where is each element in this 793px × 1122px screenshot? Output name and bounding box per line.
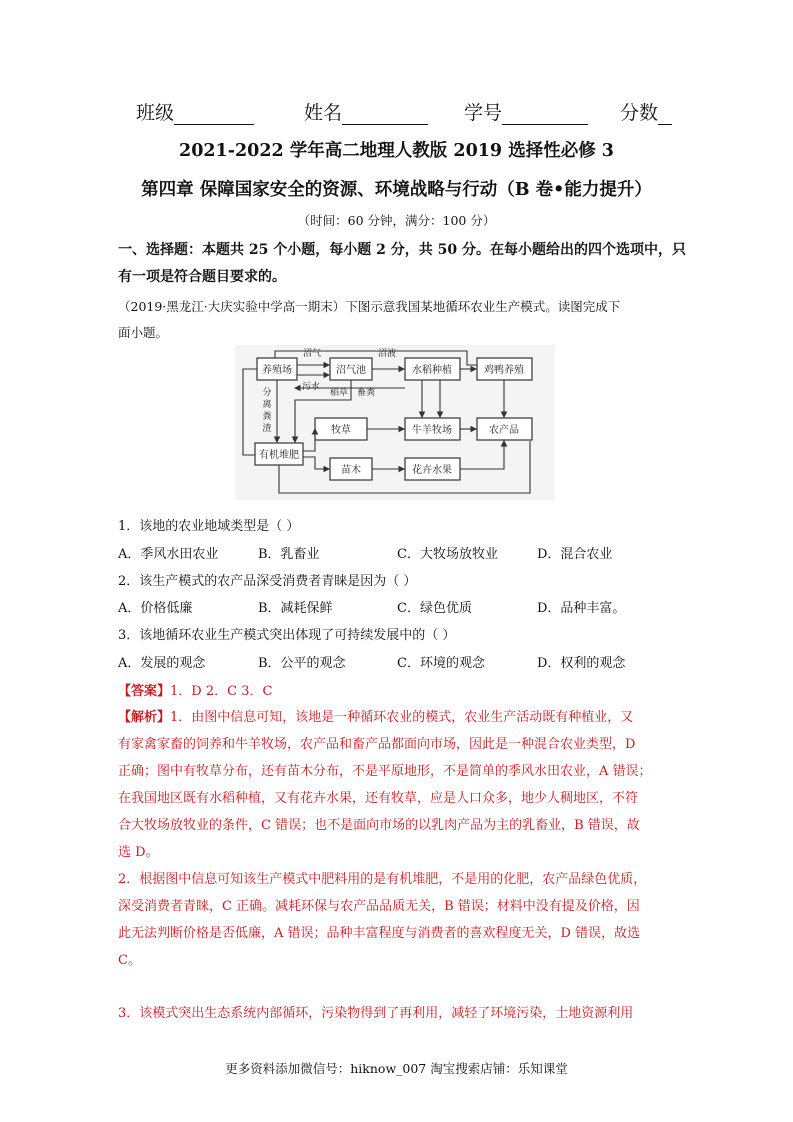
score-label: 分数 xyxy=(620,102,659,124)
answer-text: 1．D 2．C 3．C xyxy=(170,684,273,699)
question-1-option-d: D．混合农业 xyxy=(537,547,613,562)
arrow-label: 沼液 xyxy=(378,349,397,359)
question-1-option-c: C．大牧场放牧业 xyxy=(397,547,498,562)
analysis-line xyxy=(118,706,633,725)
svg-text:粪: 粪 xyxy=(262,412,272,422)
id-label: 学号 xyxy=(464,102,503,124)
class-label: 班级 xyxy=(136,102,175,124)
box-text: 沼气池 xyxy=(336,365,366,376)
arrow-label: 沼气 xyxy=(303,349,322,359)
analysis-tag: 【解析】 xyxy=(118,710,171,725)
question-3-option-c: C．环境的观念 xyxy=(397,656,485,671)
svg-text:离: 离 xyxy=(262,400,272,410)
id-blank xyxy=(502,104,588,125)
question-3-stem: 3．该地循环农业生产模式突出体现了可持续发展中的（ ） xyxy=(118,628,456,643)
box-text: 牧草 xyxy=(331,425,351,436)
svg-text:渣: 渣 xyxy=(262,424,272,434)
box-text: 水稻种植 xyxy=(412,365,452,376)
name-blank xyxy=(342,104,428,125)
analysis-line: 合大牧场放牧业的条件，C 错误；也不是面向市场的以乳肉产品为主的乳畜业，B 错误，故 xyxy=(118,818,640,833)
arrow-label-vertical: 分 xyxy=(262,388,272,398)
question-3-option-d: D．权利的观念 xyxy=(537,656,626,671)
question-1-option-a: A．季风水田农业 xyxy=(118,547,219,562)
answer-line xyxy=(118,680,272,699)
source-note-line1: （2019·黑龙江·大庆实验中学高一期末）下图示意我国某地循环农业生产模式。读图完成下 xyxy=(118,299,621,314)
id-field xyxy=(464,98,588,125)
score-field xyxy=(620,98,672,125)
analysis-line: 选 D。 xyxy=(118,845,159,860)
class-field xyxy=(136,98,254,125)
question-2-stem: 2．该生产模式的农产品深受消费者青睐是因为（ ） xyxy=(118,574,417,589)
analysis-line: 此无法判断价格是否低廉，A 错误；品种丰富程度与消费者的喜欢程度无关，D 错误，故选 xyxy=(118,926,641,941)
analysis-line: 在我国地区既有水稻种植，又有花卉水果，还有牧草，应是人口众多，地少人稠地区，不符 xyxy=(118,791,639,806)
analysis-line: 有家禽家畜的饲养和牛羊牧场，农产品和畜产品都面向市场，因此是一种混合农业类型，D xyxy=(118,737,636,752)
box-text: 苗木 xyxy=(341,465,361,476)
analysis-line: 3．该模式突出生态系统内部循环，污染物得到了再利用，减轻了环境污染，土地资源利用 xyxy=(118,1006,634,1021)
chapter-title: 第四章 保障国家安全的资源、环境战略与行动（B 卷•能力提升） xyxy=(141,180,652,200)
class-blank xyxy=(174,104,254,125)
analysis-line: 2．根据图中信息可知该生产模式中肥料用的是有机堆肥，不是用的化肥，农产品绿色优质， xyxy=(118,872,647,887)
question-2-option-b: B．减耗保鲜 xyxy=(258,601,333,616)
question-3-option-b: B．公平的观念 xyxy=(258,656,346,671)
exam-meta: （时间：60 分钟，满分：100 分） xyxy=(297,213,496,228)
arrow-label: 畜粪 xyxy=(357,388,376,398)
page-footer: 更多资料添加微信号：hiknow_007 淘宝搜索店铺：乐知课堂 xyxy=(225,1061,568,1076)
circular-agriculture-diagram xyxy=(235,345,555,500)
question-2-option-a: A．价格低廉 xyxy=(118,601,193,616)
name-field xyxy=(304,98,428,125)
question-2-option-d: D．品种丰富。 xyxy=(537,601,626,616)
box-text: 养殖场 xyxy=(262,365,292,376)
exam-title: 2021-2022 学年高二地理人教版 2019 选择性必修 3 xyxy=(179,141,614,161)
analysis-line: 深受消费者青睐，C 正确。减耗环保与农产品品质无关，B 错误；材料中没有提及价格，因 xyxy=(118,899,640,914)
score-blank xyxy=(658,104,672,125)
name-label: 姓名 xyxy=(304,102,343,124)
arrow-label: 稻草 xyxy=(330,388,349,398)
box-text: 农产品 xyxy=(489,425,519,436)
box-text: 鸡鸭养殖 xyxy=(484,365,524,376)
analysis-text: 1．由图中信息可知，该地是一种循环农业的模式，农业生产活动既有种植业，又 xyxy=(170,710,634,725)
question-2-option-c: C．绿色优质 xyxy=(397,601,472,616)
section-heading-line2: 有一项是符合题目要求的。 xyxy=(118,269,286,285)
answer-tag: 【答案】 xyxy=(118,684,171,699)
box-text: 花卉水果 xyxy=(412,465,452,476)
question-1-stem: 1．该地的农业地域类型是（ ） xyxy=(118,519,300,534)
arrow-label: 污水 xyxy=(302,382,321,392)
analysis-line: C。 xyxy=(118,953,141,968)
box-text: 牛羊牧场 xyxy=(412,425,452,436)
section-heading-line1: 一、选择题：本题共 25 个小题，每小题 2 分，共 50 分。在每小题给出的四个选项中，只 xyxy=(118,242,686,258)
box-text: 有机堆肥 xyxy=(259,450,299,461)
source-note-line2: 面小题。 xyxy=(118,325,169,340)
question-3-option-a: A．发展的观念 xyxy=(118,656,206,671)
analysis-line: 正确；图中有牧草分布，还有苗木分布，不是平原地形，不是简单的季风水田农业，A 错误； xyxy=(118,764,652,779)
question-1-option-b: B．乳畜业 xyxy=(258,547,320,562)
